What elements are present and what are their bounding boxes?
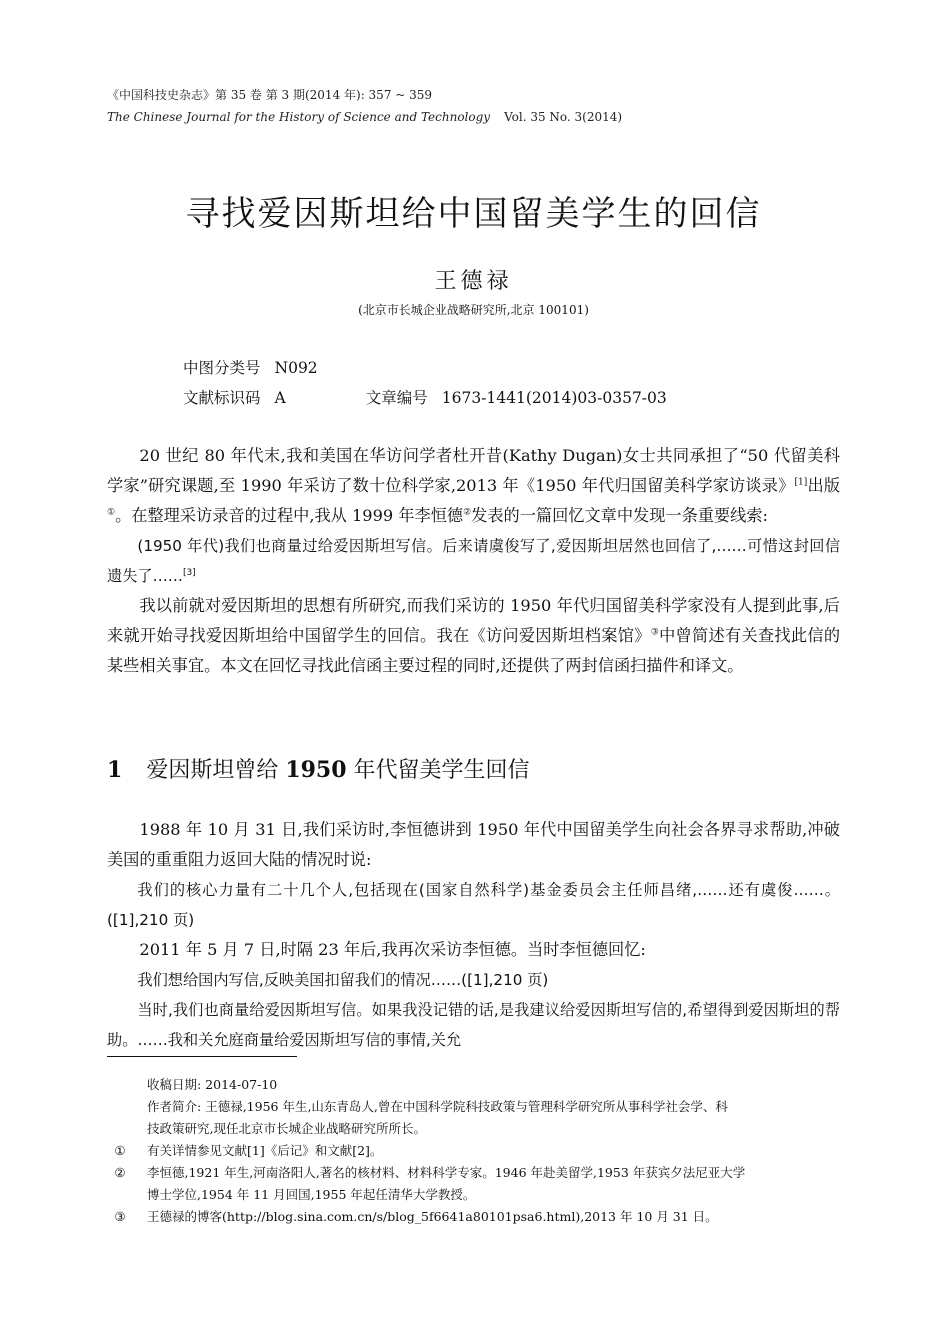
block-quote: (1950 年代)我们也商量过给爱因斯坦写信。后来请虞俊写了,爱因斯坦居然也回信了,……可惜这封回信遗失了……[3] bbox=[107, 537, 840, 585]
doc-code-label: 文献标识码 bbox=[183, 389, 261, 407]
journal-volume-en: Vol. 35 No. 3(2014) bbox=[504, 110, 623, 124]
body-paragraph: 2011 年 5 月 7 日,时隔 23 年后,我再次采访李恒德。当时李恒德回忆: bbox=[139, 940, 646, 959]
block-quote: 我们的核心力量有二十几个人,包括现在(国家自然科学)基金委员会主任师昌绪,……还有虞俊……。([1],210 页) bbox=[107, 881, 840, 929]
journal-citation: 《中国科技史杂志》第 35 卷 第 3 期(2014 年): 357 ~ 359 bbox=[107, 88, 433, 102]
article-number-value: 1673-1441(2014)03-0357-03 bbox=[441, 389, 667, 407]
section-number: 1 bbox=[107, 757, 123, 783]
footnote-2-cont: 博士学位,1954 年 11 月回国,1955 年起任清华大学教授。 bbox=[147, 1187, 476, 1202]
article-number-label: 文章编号 bbox=[365, 389, 428, 407]
footnote-ref[interactable]: ③ bbox=[650, 627, 660, 638]
footnote-divider bbox=[107, 1056, 297, 1057]
article-author: 王德禄 bbox=[434, 269, 513, 294]
intro-body bbox=[107, 441, 840, 681]
author-bio-cont: 技政策研究,现任北京市长城企业战略研究所所长。 bbox=[147, 1121, 426, 1136]
citation-ref[interactable]: [1] bbox=[794, 477, 808, 488]
clc-label: 中图分类号 bbox=[183, 359, 261, 377]
author-affiliation: (北京市长城企业战略研究所,北京 100101) bbox=[358, 303, 589, 317]
section-heading: 1 爱因斯坦曾给 1950 年代留美学生回信 bbox=[107, 757, 530, 783]
footnote-2: ② 李恒德,1921 年生,河南洛阳人,著名的核材料、材料科学专家。1946 年赴美留学,1953 年获宾夕法尼亚大学 bbox=[114, 1165, 746, 1180]
footnote-1: ① 有关详情参见文献[1]《后记》和文献[2]。 bbox=[114, 1143, 383, 1158]
block-quote: 我们想给国内写信,反映美国扣留我们的情况……([1],210 页) bbox=[137, 971, 549, 989]
received-date: 收稿日期: 2014-07-10 bbox=[147, 1077, 278, 1092]
document-id-row bbox=[183, 386, 667, 408]
footnotes bbox=[107, 1074, 847, 1228]
author-bio: 作者简介: 王德禄,1956 年生,山东青岛人,曾在中国科学院科技政策与管理科学研究所从事科学社会学、科 bbox=[147, 1099, 728, 1114]
blog-link[interactable]: 王德禄的博客(http://blog.sina.com.cn/s/blog_5f6641a80101psa6.html),2013 年 10 月 31 日。 bbox=[147, 1209, 718, 1224]
classification-row bbox=[183, 356, 318, 378]
article-title: 寻找爱因斯坦给中国留美学生的回信 bbox=[185, 194, 762, 234]
block-quote: 当时,我们也商量给爱因斯坦写信。如果我没记错的话,是我建议给爱因斯坦写信的,希望得到爱因斯坦的帮助。……我和关允庭商量给爱因斯坦写信的事情,关允 bbox=[107, 1001, 840, 1049]
footnote-ref[interactable]: ② bbox=[463, 507, 472, 518]
intro-paragraph-2: 我以前就对爱因斯坦的思想有所研究,而我们采访的 1950 年代归国留美科学家没有人提到此事,后来就开始寻找爱因斯坦给中国留学生的回信。我在《访问爱因斯坦档案馆》③中曾简述有关查找此信的某些相关事宜。本文在回忆寻找此信函主要过程的同时,还提供了两封信函扫描件和译文。 bbox=[107, 596, 841, 675]
journal-name-en: The Chinese Journal for the History of Science and Technology bbox=[107, 110, 491, 124]
intro-paragraph-1: 20 世纪 80 年代末,我和美国在华访问学者杜开昔(Kathy Dugan)女士共同承担了“50 代留美科学家”研究课题,至 1990 年采访了数十位科学家,2013 年《1950 年代归国留美科学家访谈录》[1]出版①。在整理采访录音的过程中,我从 1999 年李恒德②发表的一篇回忆文章中发现一条重要线索: bbox=[107, 446, 841, 525]
body-paragraph: 1988 年 10 月 31 日,我们采访时,李恒德讲到 1950 年代中国留美学生向社会各界寻求帮助,冲破美国的重重阻力返回大陆的情况时说: bbox=[107, 820, 840, 869]
footnote-ref[interactable]: ① bbox=[107, 507, 116, 518]
clc-value: N092 bbox=[274, 359, 318, 377]
section-1-body bbox=[107, 815, 840, 1055]
footnote-3: ③ 王德禄的博客(http://blog.sina.com.cn/s/blog_5f6641a80101psa6.html),2013 年 10 月 31 日。 bbox=[114, 1209, 718, 1224]
journal-citation-en bbox=[107, 110, 622, 124]
citation-ref[interactable]: [3] bbox=[182, 567, 196, 578]
doc-code-value: A bbox=[274, 389, 286, 407]
